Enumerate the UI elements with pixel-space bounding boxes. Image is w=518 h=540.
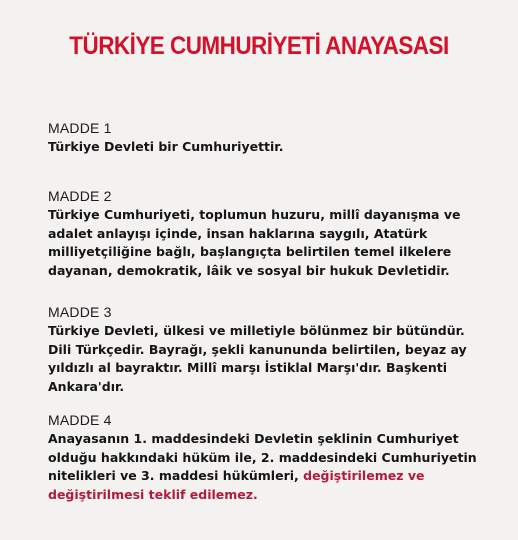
highlighted-text: değiştirilemez ve değiştirilmesi teklif edilemez. [48, 468, 425, 502]
article-heading: MADDE 1 [48, 120, 112, 136]
article-heading: MADDE 2 [48, 188, 112, 204]
article-heading: MADDE 3 [48, 304, 112, 320]
article-text-main: Anayasanın 1. maddesindeki Devletin şeklinin Cumhuriyet olduğu hakkındaki hüküm ile, 2. maddesindeki Cumhuriyetin nitelikleri ve 3. maddesi hükümleri, [48, 431, 477, 483]
article-1 [48, 120, 484, 157]
article-text: Türkiye Devleti bir Cumhuriyettir. [48, 139, 284, 154]
article-4 [48, 412, 484, 504]
article-heading: MADDE 4 [48, 412, 112, 428]
page-title: TÜRKİYE CUMHURİYETİ ANAYASASI [69, 32, 449, 60]
article-text: Türkiye Cumhuriyeti, toplumun huzuru, millî dayanışma ve adalet anlayışı içinde, insan haklarına saygılı, Atatürk milliyetçiliğine bağlı, başlangıçta belirtilen temel ilkelere dayanan, demokratik, lâik ve sosyal bir hukuk Devletidir. [48, 207, 461, 278]
article-text: Türkiye Devleti, ülkesi ve milletiyle bölünmez bir bütündür. Dili Türkçedir. Bayrağı, şekli kanununda belirtilen, beyaz ay yıldızlı al bayraktır. Millî marşı İstiklal Marşı'dır. Başkenti Ankara'dır. [48, 323, 467, 394]
article-text [48, 430, 484, 504]
article-2 [48, 188, 484, 280]
article-3 [48, 304, 484, 396]
